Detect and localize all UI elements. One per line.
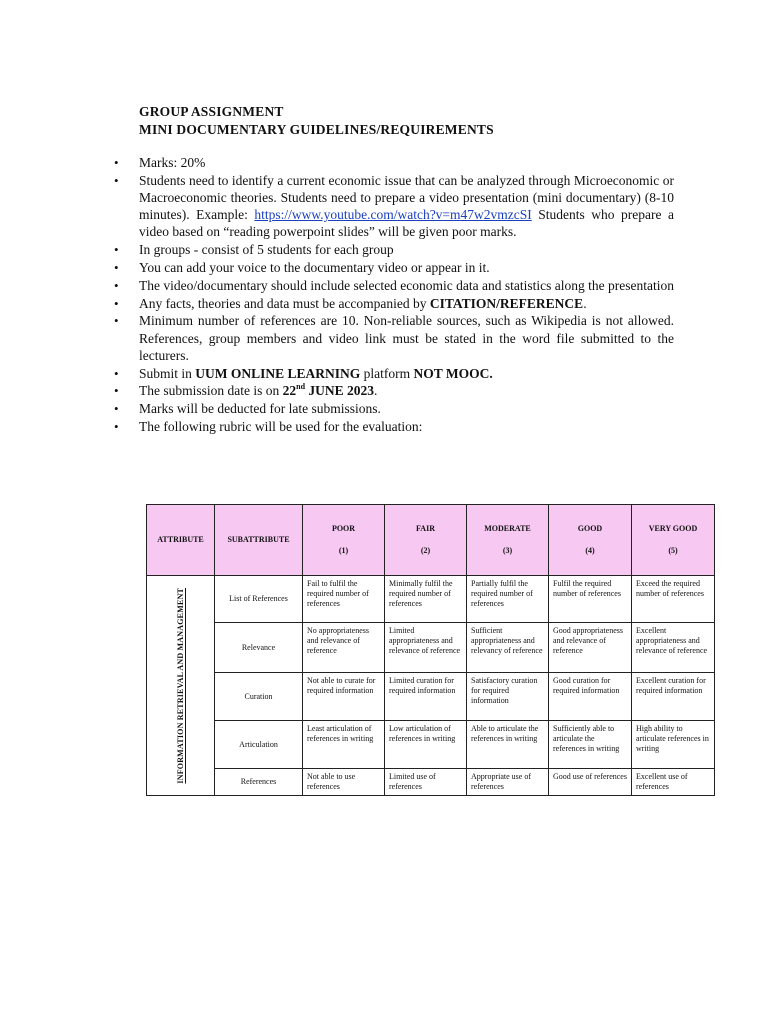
rubric-cell: No appropriateness and relevance of reference — [303, 623, 385, 673]
rubric-cell: Excellent appropriateness and relevance of reference — [632, 623, 715, 673]
rubric-cell: Excellent use of references — [632, 769, 715, 796]
subattribute-cell: References — [215, 769, 303, 796]
rubric-cell: Fulfil the required number of references — [549, 576, 632, 623]
rubric-cell: High ability to articulate references in writing — [632, 721, 715, 769]
list-item: • Any facts, theories and data must be accompanied by CITATION/REFERENCE. — [112, 295, 674, 312]
rubric-cell: Satisfactory curation for required information — [467, 673, 549, 721]
header-level: GOOD (4) — [549, 505, 632, 576]
subattribute-cell: Curation — [215, 673, 303, 721]
rubric-cell: Sufficient appropriateness and relevancy of reference — [467, 623, 549, 673]
rubric-table — [146, 504, 715, 796]
rubric-cell: Partially fulfil the required number of references — [467, 576, 549, 623]
header-level: MODERATE (3) — [467, 505, 549, 576]
rubric-cell: Good curation for required information — [549, 673, 632, 721]
rubric-cell: Sufficiently able to articulate the references in writing — [549, 721, 632, 769]
list-item: • You can add your voice to the documentary video or appear in it. — [112, 259, 674, 276]
guidelines-heading: MINI DOCUMENTARY GUIDELINES/REQUIREMENTS — [139, 122, 494, 137]
list-item: • In groups - consist of 5 students for each group — [112, 241, 674, 258]
table-row — [147, 673, 715, 721]
rubric-cell: Fail to fulfil the required number of references — [303, 576, 385, 623]
header-level: FAIR (2) — [385, 505, 467, 576]
table-row — [147, 769, 715, 796]
header-level: VERY GOOD (5) — [632, 505, 715, 576]
subattribute-cell: Relevance — [215, 623, 303, 673]
rubric-cell: Excellent curation for required information — [632, 673, 715, 721]
list-item: • Minimum number of references are 10. Non-reliable sources, such as Wikipedia is not allowed. References, group members and video link must be stated in the word file submitted to the lecturers. — [112, 312, 674, 364]
rubric-cell: Not able to curate for required information — [303, 673, 385, 721]
list-item: • Marks will be deducted for late submissions. — [112, 400, 674, 417]
rubric-cell: Limited use of references — [385, 769, 467, 796]
table-row — [147, 623, 715, 673]
list-item: • The following rubric will be used for the evaluation: — [112, 418, 674, 435]
attribute-cell — [147, 576, 215, 796]
assignment-heading: GROUP ASSIGNMENT — [139, 104, 284, 119]
rubric-cell: Not able to use references — [303, 769, 385, 796]
header-attribute: ATTRIBUTE — [147, 505, 215, 576]
rubric-header-row — [147, 505, 715, 576]
header-level: POOR (1) — [303, 505, 385, 576]
list-item: • Marks: 20% — [112, 154, 674, 171]
rubric-cell: Appropriate use of references — [467, 769, 549, 796]
list-item: • Students need to identify a current economic issue that can be analyzed through Microeconomic or Macroeconomic theories. Students need to prepare a video presentation (mini documentary) (8-10 minutes). Example: https://www.youtube.com/watch?v=m47w2vmzcSI Students who prepare a video based on “reading powerpoint slides” will be given poor marks. — [112, 172, 674, 241]
rubric-cell: Good use of references — [549, 769, 632, 796]
attribute-label: INFORMATION RETRIEVAL AND MANAGEMENT — [175, 587, 185, 784]
list-item: • The submission date is on 22nd JUNE 2023. — [112, 382, 674, 399]
subattribute-cell: Articulation — [215, 721, 303, 769]
rubric-cell: Limited curation for required information — [385, 673, 467, 721]
rubric-cell: Exceed the required number of references — [632, 576, 715, 623]
subattribute-cell: List of References — [215, 576, 303, 623]
header-subattribute: SUBATTRIBUTE — [215, 505, 303, 576]
table-row — [147, 721, 715, 769]
requirements-list — [112, 154, 674, 436]
rubric-cell: Able to articulate the references in writing — [467, 721, 549, 769]
rubric-cell: Minimally fulfil the required number of references — [385, 576, 467, 623]
list-item: • Submit in UUM ONLINE LEARNING platform NOT MOOC. — [112, 365, 674, 382]
table-row — [147, 576, 715, 623]
list-item: • The video/documentary should include selected economic data and statistics along the presentation — [112, 277, 674, 294]
rubric-cell: Limited appropriateness and relevance of reference — [385, 623, 467, 673]
rubric-cell: Low articulation of references in writing — [385, 721, 467, 769]
rubric-cell: Least articulation of references in writing — [303, 721, 385, 769]
example-video-link[interactable]: https://www.youtube.com/watch?v=m47w2vmzcSI — [254, 207, 532, 223]
rubric-cell: Good appropriateness and relevance of reference — [549, 623, 632, 673]
